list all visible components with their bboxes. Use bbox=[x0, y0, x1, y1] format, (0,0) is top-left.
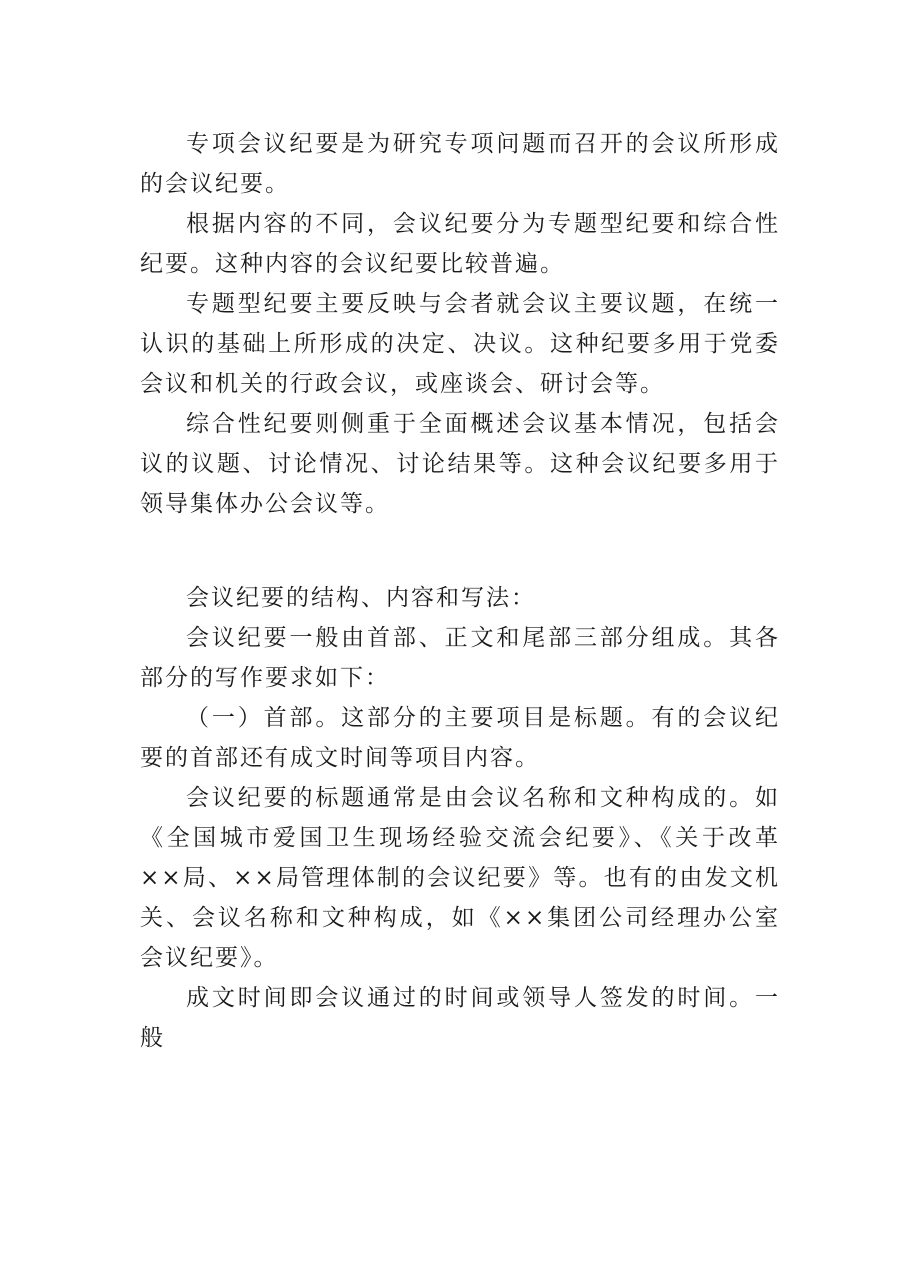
section-gap bbox=[140, 524, 780, 578]
paragraph-date: 成文时间即会议通过的时间或领导人签发的时间。一般 bbox=[140, 985, 780, 1051]
document-body bbox=[140, 124, 780, 1058]
paragraph-head-section: （一）首部。这部分的主要项目是标题。有的会议纪要的首部还有成文时间等项目内容。 bbox=[140, 705, 780, 771]
paragraph-comprehensive-minutes: 综合性纪要则侧重于全面概述会议基本情况，包括会议的议题、讨论情况、讨论结果等。这种会议纪要多用于领导集体办公会议等。 bbox=[140, 411, 780, 517]
paragraph-content-types: 根据内容的不同，会议纪要分为专题型纪要和综合性纪要。这种内容的会议纪要比较普遍。 bbox=[140, 211, 780, 277]
paragraph-title-composition: 会议纪要的标题通常是由会议名称和文种构成的。如《全国城市爱国卫生现场经验交流会纪要》、《关于改革××局、××局管理体制的会议纪要》等。也有的由发文机关、会议名称和文种构成，如《××集团公司经理办公室会议纪要》。 bbox=[140, 785, 780, 971]
paragraph-topic-minutes: 专题型纪要主要反映与会者就会议主要议题，在统一认识的基础上所形成的决定、决议。这种纪要多用于党委会议和机关的行政会议，或座谈会、研讨会等。 bbox=[140, 291, 780, 397]
paragraph-structure-heading: 会议纪要的结构、内容和写法： bbox=[186, 585, 536, 611]
paragraph-special-meeting: 专项会议纪要是为研究专项问题而召开的会议所形成的会议纪要。 bbox=[140, 131, 780, 197]
paragraph-three-parts: 会议纪要一般由首部、正文和尾部三部分组成。其各部分的写作要求如下： bbox=[140, 625, 780, 691]
